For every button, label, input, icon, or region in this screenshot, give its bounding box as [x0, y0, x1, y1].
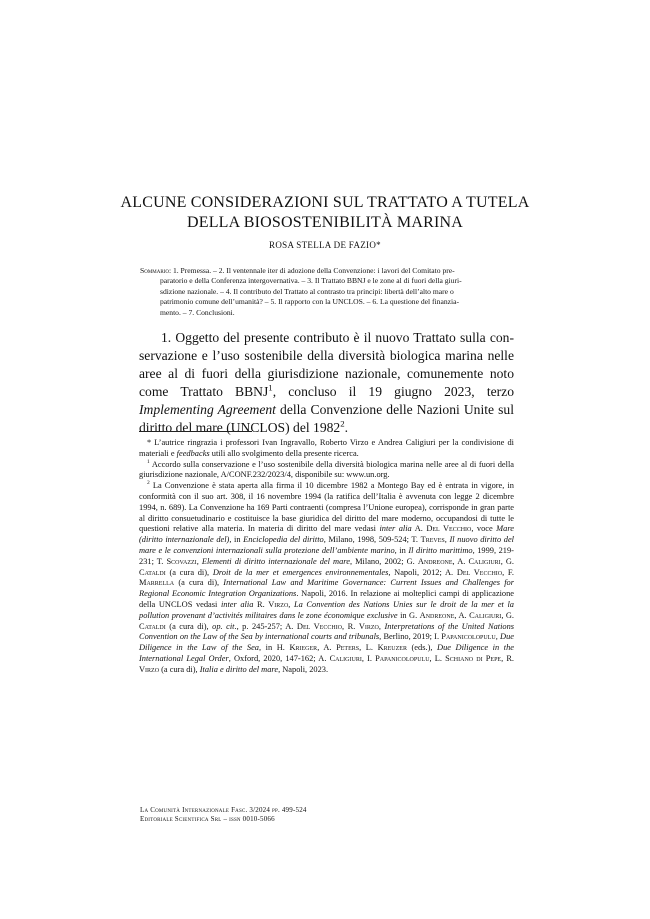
summary-line: : 1. Premessa. – 2. Il ventennale iter di adozione della Convenzione: i lavori del Comitato pre-	[168, 266, 455, 275]
footnote-text: , Napoli, 2023.	[278, 664, 329, 674]
paragraph-text: , concluso il 19 giugno 2023, terzo	[272, 384, 514, 399]
cited-author: Caligiuri	[468, 556, 501, 566]
cited-author: Caligiuri	[329, 653, 362, 663]
footnote-text: ,	[288, 599, 294, 609]
footnote-text: La Convenzione è stata aperta alla firma il 10 dicembre 1982 a Montego Bay ed è entrata in vigore, in conformità con il suo art. 308, il 16 novembre 1994 (la ratifica dell’Italia è avvenuta con legge 2 dicembre 1994, n. 689). La Convenzione ha 169 Parti contraenti (compresa l’Unione europea), corrisponde in gran parte al diritto consuetudinario e costituisce la base giuridica del diritto del mare moderno, occupandosi di tutte le questioni relative alla materia. In materia di diritto del mare vedasi	[139, 481, 514, 534]
footnote-text: , G.	[500, 556, 514, 566]
footnote-text: , Berlino, 2019; I.	[379, 632, 442, 642]
footnote-text: , R.	[342, 621, 359, 631]
footnote-italic: Mare (diritto internazionale del)	[139, 524, 515, 545]
footnote-italic: Il diritto marittimo	[408, 545, 473, 555]
footnote-text: ,	[444, 535, 450, 545]
footnote-italic: Interpretations of the United Nations Convention on the Law of the Sea by international courts and tribunals	[139, 621, 515, 642]
cited-author: Del Vecchio	[426, 524, 472, 534]
footnote-text: , in	[229, 535, 244, 545]
footnote-text: , I.	[361, 653, 376, 663]
footnote-text: , A.	[317, 643, 337, 653]
footnote-text: , Milano, 1998, 509-524; T.	[323, 535, 421, 545]
footnote-text: , R.	[501, 653, 514, 663]
footnote-text: , L.	[429, 653, 446, 663]
cited-author: Virzo	[268, 599, 289, 609]
footnote-text: (eds.),	[406, 643, 438, 653]
footnote-italic: Il nuovo diritto del mare e le convenzioni internazionali sulla protezione dell’ambiente marino	[139, 535, 515, 555]
footnote-text: , L.	[359, 643, 378, 653]
paragraph-text: .	[344, 420, 349, 435]
footnote-text: , voce	[471, 524, 497, 534]
paragraph-italic: Implementing Agreement	[139, 402, 276, 417]
footnote-text: ., p. 245-257; A.	[234, 621, 297, 631]
footnote-mark: 2	[147, 480, 150, 487]
cited-author: Andreone	[419, 610, 455, 620]
footnote-text: , Napoli, 2012; A.	[388, 567, 457, 577]
cited-author: Kreuzer	[377, 643, 407, 653]
footnote-text: , Milano, 2002; G.	[349, 556, 418, 566]
footnote-italic: inter alia	[220, 599, 254, 609]
footnote-italic: Due Diligence in the Law of the Sea	[139, 632, 514, 653]
footnote-italic: feedbacks	[176, 448, 210, 458]
journal-citation: La Comunità Internazionale Fasc. 3/2024 pp. 499-524	[140, 806, 307, 814]
title-line: ALCUNE CONSIDERAZIONI SUL TRATTATO A TUTELA	[120, 194, 530, 211]
cited-author: Papanicolopulu	[375, 653, 430, 663]
footnote-ref[interactable]: 2	[340, 418, 345, 429]
footnote-text: ,	[196, 556, 202, 566]
cited-author: Treves	[420, 535, 445, 545]
footnote-star	[139, 438, 514, 460]
summary-label: Sommario	[140, 266, 169, 275]
footnote-1	[139, 460, 514, 482]
footnotes	[139, 438, 514, 676]
cited-author: Marrella	[139, 578, 175, 588]
footnote-text: , in H.	[259, 643, 290, 653]
summary-line: mento. – 7. Conclusioni.	[160, 307, 235, 317]
footnote-mark: 1	[147, 458, 150, 465]
footnote-text: in G.	[397, 610, 420, 620]
cited-author: Del Vecchio	[296, 621, 343, 631]
paragraph-text: 1. Oggetto del presente contributo è il nuovo Trattato sulla con-servazione e l’uso sostenibile della diversità biologica marina nelle aree al di fuori della giurisdizione nazionale, comunemente noto come Trattato BBNJ	[139, 330, 514, 399]
footnote-text: (a cura di),	[159, 664, 200, 674]
summary-line: patrimonio comune dell’umanità? – 5. Il rapporto con la UNCLOS. – 6. La questione del finanzia-	[160, 297, 460, 307]
footnote-2	[139, 481, 514, 675]
paragraph-text: della Convenzione delle Nazioni Unite sul diritto del mare (UNCLOS) del 1982	[139, 402, 514, 435]
footnote-text: L’autrice ringrazia i professori Ivan Ingravallo, Roberto Virzo e Andrea Caligiuri per la condivisione di materiali e	[139, 438, 514, 458]
footnote-text: , Oxford, 2020, 147-162; A.	[228, 653, 330, 663]
footnote-text: (a cura di),	[165, 621, 213, 631]
cited-author: Krieger	[289, 643, 318, 653]
footnote-text: , A.	[452, 556, 469, 566]
publisher-line: Editoriale Scientifica Srl – issn 0010-5066	[140, 815, 275, 823]
footnote-italic: Due Diligence in the International Legal Order	[139, 643, 514, 663]
footnote-ref[interactable]: 1	[268, 382, 273, 393]
footnote-text: ,	[378, 621, 385, 631]
cited-author: Andreone	[417, 556, 453, 566]
footnote-text: , G.	[501, 610, 515, 620]
footnote-text: (a cura di),	[165, 567, 213, 577]
footnote-text: utili allo svolgimento della presente ricerca.	[209, 448, 359, 458]
cited-author: Peters	[336, 643, 360, 653]
footnote-mark: *	[147, 438, 152, 447]
footnote-text: , in	[394, 545, 409, 555]
cited-author: Cataldi	[139, 567, 166, 577]
footnote-text: Accordo sulla conservazione e l’uso sostenibile della diversità biologica marina nelle aree al di fuori della giurisdizione nazionale, A/CONF.232/2023/4, disponibile su: www.un.org.	[139, 459, 514, 480]
footnote-text: , F.	[502, 567, 514, 577]
footnote-italic: La Convention des Nations Unies sur le droit de la mer et la pollution provenant d’activités militaires dans le zone économique exclusive	[139, 599, 514, 620]
footnote-text: , 1999, 219-231; T.	[139, 545, 514, 566]
footnote-italic: Italia e diritto del mare	[199, 664, 279, 674]
cited-author: Del Vecchio	[456, 567, 503, 577]
journal-footer	[140, 806, 307, 824]
summary-block	[140, 266, 514, 318]
author-name: ROSA STELLA DE FAZIO*	[269, 240, 381, 250]
footnote-text: , A.	[454, 610, 470, 620]
footnote-italic: Enciclopedia del diritto	[243, 535, 324, 545]
cited-author: Virzo	[139, 664, 160, 674]
cited-author: Scovazzi	[166, 556, 197, 566]
summary-line: sdizione nazionale. – 4. Il contributo del Trattato al contrasto tra principi: libertà dell’alto mare o	[160, 286, 454, 296]
cited-author: Schiano di Pepe	[445, 653, 502, 663]
footnote-text: ,	[495, 632, 501, 642]
footnote-italic: International Law and Maritime Governance: Current Issues and Challenges for Regional Economic Integration Organizations	[139, 578, 514, 599]
footnote-text: R.	[253, 599, 269, 609]
footnote-italic: op. cit	[212, 621, 235, 631]
footnote-italic: Droit de la mer et emergences environnementales	[212, 567, 389, 577]
summary-line: paratorio e della Conferenza intergovernativa. – 3. Il Trattato BBNJ e le zone al di fuori della giuri-	[160, 276, 462, 286]
cited-author: Papanicolopulu	[441, 632, 496, 642]
title-line: DELLA BIOSOSTENIBILITÀ MARINA	[186, 214, 463, 231]
cited-author: Virzo	[358, 621, 379, 631]
cited-author: Caligiuri	[469, 610, 502, 620]
footnote-text: A.	[411, 524, 427, 534]
footnote-separator	[139, 431, 252, 432]
body-paragraph	[139, 329, 514, 437]
footnote-text: . Napoli, 2016. In relazione ai molteplici campi di applicazione della UNCLOS vedasi	[139, 589, 514, 609]
footnote-italic: inter alia	[379, 524, 412, 534]
footnote-italic: Elementi di diritto internazionale del mare	[201, 556, 350, 566]
cited-author: Cataldi	[139, 621, 166, 631]
footnote-text: (a cura di),	[174, 578, 224, 588]
article-title	[120, 193, 530, 233]
